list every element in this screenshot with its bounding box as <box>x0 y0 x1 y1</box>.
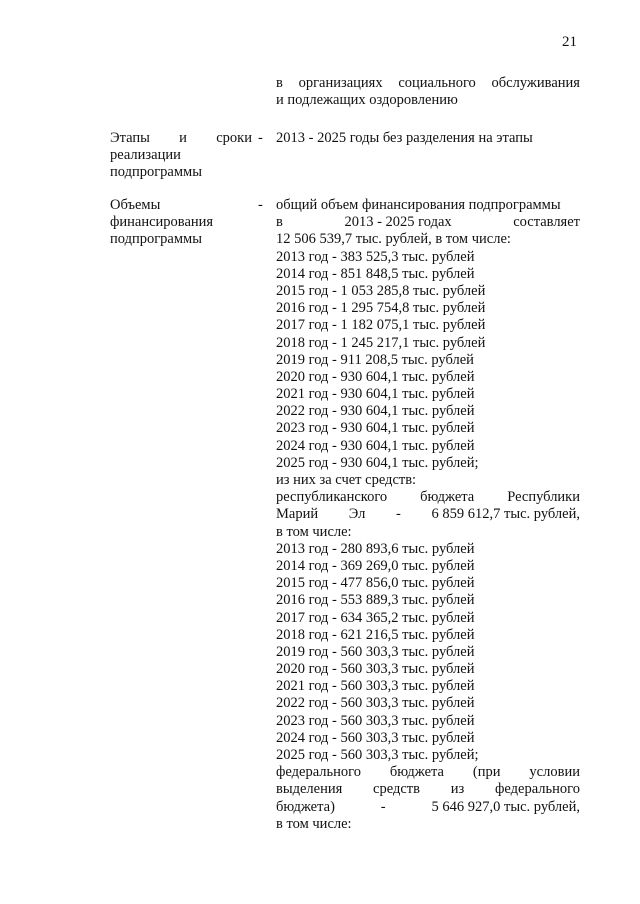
total-year-line: 2019 год - 911 208,5 тыс. рублей <box>276 351 474 368</box>
total-year-line: 2021 год - 930 604,1 тыс. рублей <box>276 386 475 403</box>
total-year-line: 2018 год - 1 245 217,1 тыс. рублей <box>276 334 486 351</box>
republic-word: Марий <box>276 506 319 523</box>
stages-label <box>110 130 252 182</box>
republic-year-line: 2017 год - 634 365,2 тыс. рублей <box>276 609 475 626</box>
republic-word: бюджета <box>420 489 475 506</box>
stages-label-word: Этапы <box>110 130 150 146</box>
stages-label-word: сроки <box>216 130 252 146</box>
republic-word: республиканского <box>276 489 388 506</box>
stages-dash: - <box>258 130 263 146</box>
intro-line-1 <box>276 75 580 92</box>
total-year-line: 2023 год - 930 604,1 тыс. рублей <box>276 420 475 437</box>
federal-word: 5 646 927,0 тыс. рублей, <box>431 798 580 815</box>
total-year-line: 2013 год - 383 525,3 тыс. рублей <box>276 248 475 265</box>
federal-word: условии <box>529 764 580 781</box>
republic-year-line: 2014 год - 369 269,0 тыс. рублей <box>276 557 475 574</box>
republic-year-line: 2022 год - 560 303,3 тыс. рублей <box>276 695 475 712</box>
stages-label-line-3: подпрограммы <box>110 164 202 181</box>
republic-word: - <box>396 506 401 523</box>
republic-line-1 <box>276 489 580 506</box>
republic-line-3: в том числе: <box>276 523 352 540</box>
funding-label <box>110 197 252 249</box>
stages-label-word: и <box>179 130 187 146</box>
intro-word: обслуживания <box>491 75 580 91</box>
federal-word: из <box>450 781 465 798</box>
federal-word: федерального <box>276 764 361 781</box>
from-them-line: из них за счет средств: <box>276 472 417 488</box>
federal-word: федерального <box>495 781 580 798</box>
funding-word: составляет <box>513 214 580 231</box>
intro-word: социального <box>398 75 476 91</box>
intro-line-2: и подлежащих оздоровлению <box>276 92 458 109</box>
republic-year-line: 2021 год - 560 303,3 тыс. рублей <box>276 678 475 695</box>
republic-year-line: 2018 год - 621 216,5 тыс. рублей <box>276 626 475 643</box>
federal-line-3 <box>276 799 580 816</box>
republic-year-line: 2024 год - 560 303,3 тыс. рублей <box>276 729 475 746</box>
federal-line-1 <box>276 764 580 781</box>
total-year-line: 2022 год - 930 604,1 тыс. рублей <box>276 403 475 420</box>
federal-word: - <box>380 798 386 815</box>
federal-line-2 <box>276 781 580 798</box>
total-year-line: 2017 год - 1 182 075,1 тыс. рублей <box>276 317 486 334</box>
funding-value <box>276 197 580 833</box>
republic-year-line: 2025 год - 560 303,3 тыс. рублей; <box>276 747 479 763</box>
republic-word: Республики <box>507 489 580 506</box>
funding-label-line: финансирования <box>110 214 214 231</box>
funding-word: в <box>276 214 283 231</box>
federal-word: средств <box>373 781 420 798</box>
federal-word: бюджета) <box>276 798 335 815</box>
funding-total-line-2 <box>276 214 580 231</box>
page-number: 21 <box>562 34 577 50</box>
total-year-line: 2025 год - 930 604,1 тыс. рублей; <box>276 454 479 471</box>
republic-year-line: 2020 год - 560 303,3 тыс. рублей <box>276 661 475 678</box>
total-year-line: 2015 год - 1 053 285,8 тыс. рублей <box>276 282 486 299</box>
stages-value: 2013 - 2025 годы без разделения на этапы <box>276 130 533 146</box>
federal-word: выделения <box>276 781 343 798</box>
federal-word: бюджета <box>389 764 444 781</box>
federal-word: (при <box>472 764 501 781</box>
republic-year-line: 2019 год - 560 303,3 тыс. рублей <box>276 643 475 660</box>
total-year-line: 2024 год - 930 604,1 тыс. рублей <box>276 437 475 454</box>
funding-label-line: подпрограммы <box>110 231 202 248</box>
funding-word: 2013 - 2025 годах <box>344 214 452 231</box>
funding-total-line-1: общий объем финансирования подпрограммы <box>276 197 561 213</box>
funding-dash: - <box>258 197 263 213</box>
stages-label-line-2: реализации <box>110 147 181 164</box>
total-year-line: 2016 год - 1 295 754,8 тыс. рублей <box>276 300 486 317</box>
republic-year-line: 2016 год - 553 889,3 тыс. рублей <box>276 592 475 609</box>
republic-year-line: 2015 год - 477 856,0 тыс. рублей <box>276 575 475 592</box>
funding-label-line: Объемы <box>110 197 161 213</box>
stages-label-line-1 <box>110 130 252 147</box>
total-year-line: 2014 год - 851 848,5 тыс. рублей <box>276 265 475 282</box>
republic-year-line: 2013 год - 280 893,6 тыс. рублей <box>276 540 475 557</box>
republic-word: 6 859 612,7 тыс. рублей, <box>431 506 580 523</box>
funding-total-line-3: 12 506 539,7 тыс. рублей, в том числе: <box>276 231 511 248</box>
intro-text <box>276 75 580 109</box>
republic-line-2 <box>276 506 580 523</box>
intro-word: организациях <box>298 75 383 91</box>
republic-word: Эл <box>348 506 366 523</box>
intro-word: в <box>276 75 283 91</box>
federal-line-4: в том числе: <box>276 815 352 832</box>
republic-year-line: 2023 год - 560 303,3 тыс. рублей <box>276 712 475 729</box>
total-year-line: 2020 год - 930 604,1 тыс. рублей <box>276 368 475 385</box>
